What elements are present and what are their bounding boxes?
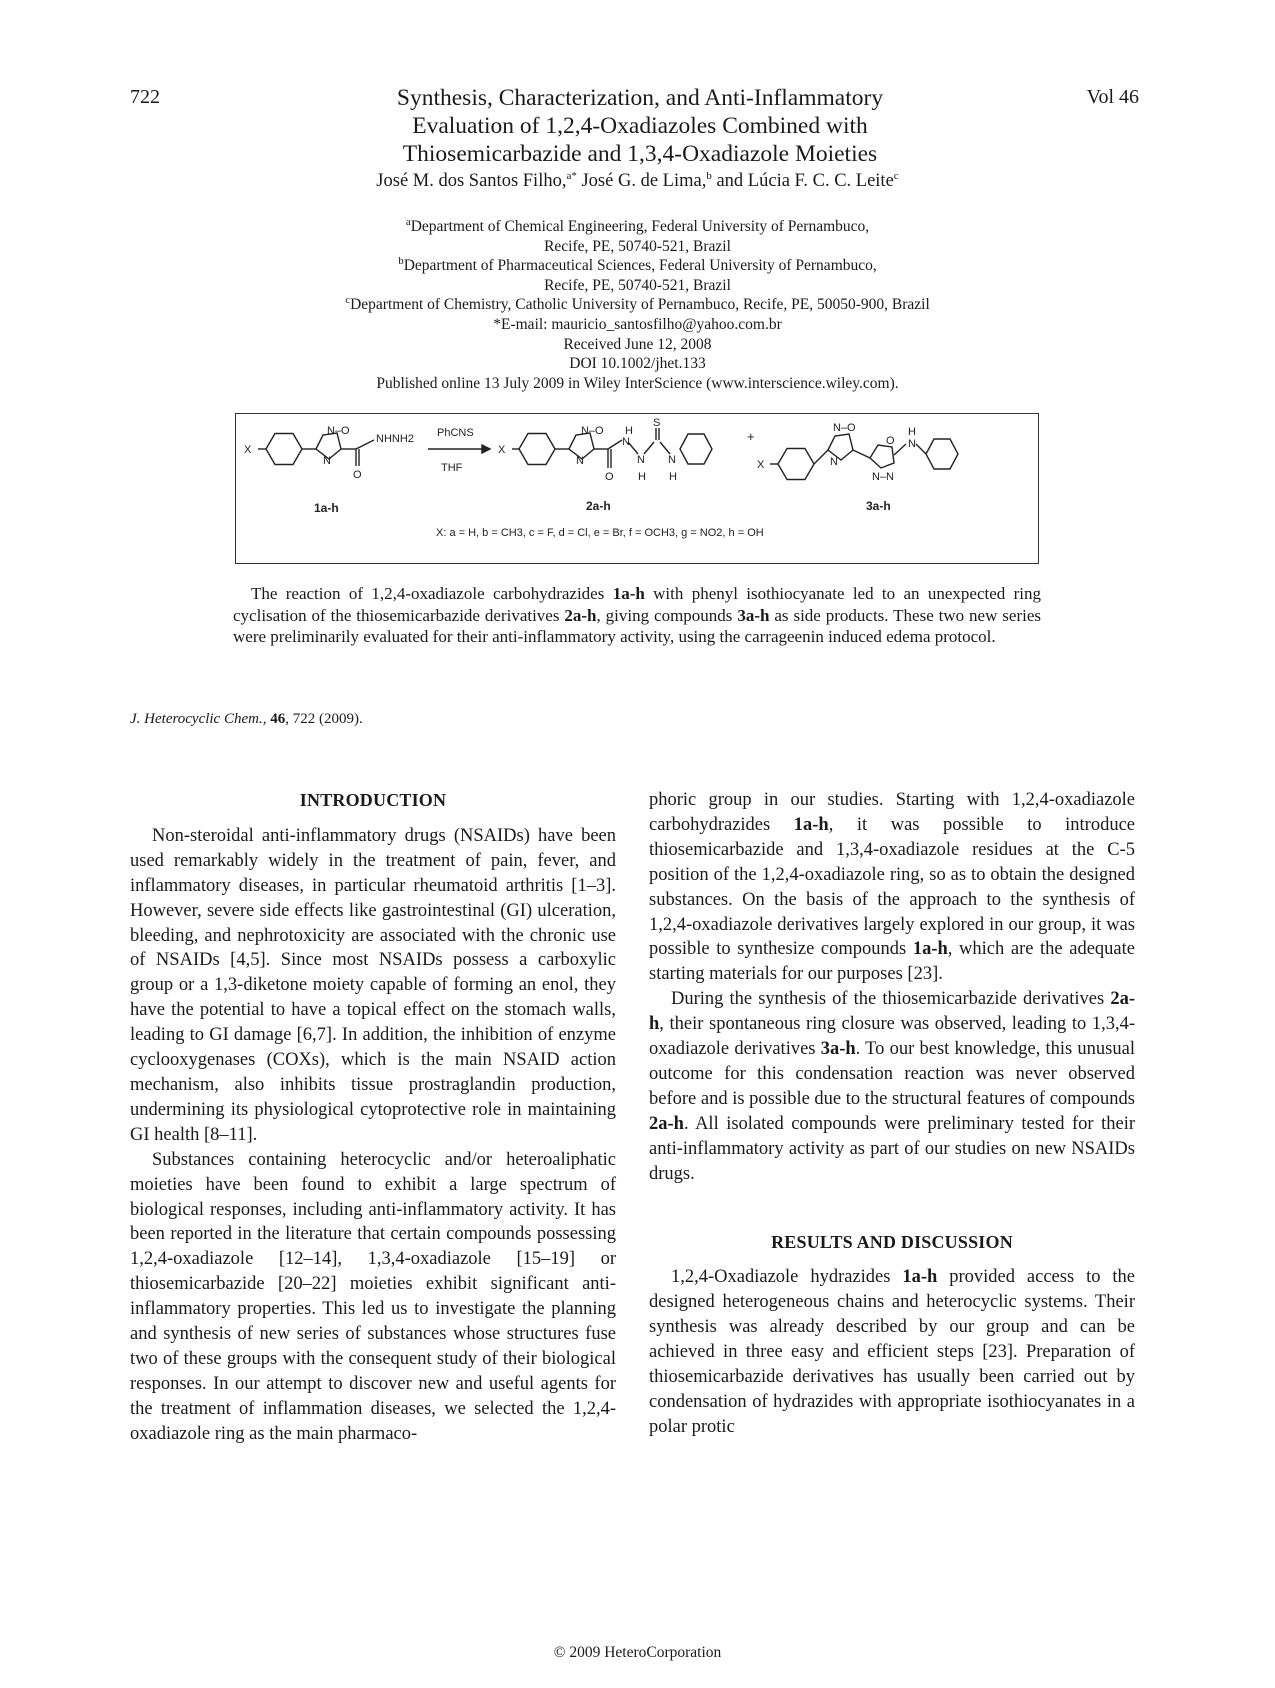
scheme-atom: S (653, 417, 661, 429)
affil-text: Received June 12, 2008 (563, 335, 712, 353)
scheme-atom: N (637, 454, 645, 466)
article-title (290, 84, 990, 168)
journal-pages: , 722 (2009). (285, 711, 363, 727)
scheme-solvent: THF (441, 462, 463, 474)
title-line: Evaluation of 1,2,4-Oxadiazoles Combined with (412, 113, 868, 139)
scheme-atom: N–N (872, 471, 895, 483)
reaction-scheme-drawing (236, 414, 1040, 565)
affil-text: Department of Chemistry, Catholic University of Pernambuco, Recife, PE, 50050-900, Brazil (350, 296, 930, 314)
paragraph: 1,2,4-Oxadiazole hydrazides 1a-h provided access to the designed heterogeneous chains and heterocyclic systems. Their synthesis was already described by our group and can be achieved in three easy and efficient steps [23]. Preparation of thiosemicarbazide derivatives has usually been carried out by condensation of hydrazides with appropriate isothiocyanates in a polar protic (649, 1267, 1136, 1437)
scheme-reagent: PhCNS (437, 427, 474, 439)
scheme-atom: N–O (327, 425, 350, 437)
volume-label: Vol 46 (1086, 86, 1139, 108)
scheme-x-label: X (757, 459, 765, 471)
scheme-atom: N–O (833, 422, 856, 434)
scheme-atom: N (323, 455, 331, 467)
affil-text: DOI 10.1002/jhet.133 (569, 355, 706, 373)
scheme-x-label: X (498, 444, 506, 456)
scheme-atom: N (908, 438, 916, 450)
paragraph: Substances containing heterocyclic and/or heteroaliphatic moieties have been found to exhibit a large spectrum of biological responses, including anti-inflammatory activity. It has been reported in the literature that certain compounds possessing 1,2,4-oxadiazole [12–14], 1,3,4-oxadiazole [15–19] or thiosemicarbazide [20–22] moieties exhibit significant anti-inflammatory properties. This led us to investigate the planning and synthesis of new series of substances whose structures fuse two of these groups with the consequent study of their biological responses. In our attempt to discover new and useful agents for the treatment of inflammation diseases, we selected the 1,2,4-oxadiazole ring as the main pharmaco- (130, 1149, 616, 1444)
scheme-atom: N (576, 455, 584, 467)
affiliation-line (200, 217, 1075, 237)
scheme-atom: H (638, 471, 646, 483)
received-line (200, 335, 1075, 355)
affil-text: Recife, PE, 50740-521, Brazil (544, 276, 731, 294)
substituents-legend: X: a = H, b = CH3, c = F, d = Cl, e = Br, f = OCH3, g = NO2, h = OH (436, 527, 764, 539)
left-column (130, 788, 616, 1447)
affil-text: *E-mail: mauricio_santosfilho@yahoo.com.br (493, 315, 782, 333)
affiliation-line (200, 256, 1075, 276)
published-line (200, 374, 1075, 394)
affiliations (200, 217, 1075, 393)
author-sup: c (893, 169, 899, 182)
page-number: 722 (130, 86, 160, 108)
right-column (649, 788, 1135, 1440)
paragraph: Non-steroidal anti-inflammatory drugs (NSAIDs) have been used remarkably widely in the treatment of pain, fever, and inflammatory diseases, in particular rheumatoid arthritis [1–3]. However, severe side effects like gastrointestinal (GI) ulceration, bleeding, and nephrotoxicity are associated with the chronic use of NSAIDs [4,5]. Since most NSAIDs possess a carboxylic group or a 1,3-diketone moiety capable of forming an enol, they have the potential to have a topical effect on the stomach walls, leading to GI damage [6,7]. In addition, the inhibition of enzyme cyclooxygenases (COXs), which is the main NSAID action mechanism, also inhibits tissue prostraglandin production, undermining its physiological cytoprotective role in maintaining GI health [8–11]. (130, 825, 616, 1145)
results-heading: RESULTS AND DISCUSSION (771, 1231, 1013, 1252)
scheme-atom: N–O (581, 425, 604, 437)
scheme-atom: N (622, 436, 630, 448)
journal-volume: 46 (270, 711, 286, 727)
affil-text: Recife, PE, 50740-521, Brazil (544, 237, 731, 255)
compound-label: 1a-h (314, 501, 339, 515)
compound-label: 2a-h (586, 499, 611, 513)
paragraph: phoric group in our studies. Starting with 1,2,4-oxadiazole carbohydrazides 1a-h, it was possible to introduce thiosemicarbazide and 1,3,4-oxadiazole residues at the C-5 position of the 1,2,4-oxadiazole ring, so as to obtain the designed substances. On the basis of the approach to the synthesis of 1,2,4-oxadiazole derivatives largely explored in our group, it was possible to synthesize compounds 1a-h, which are the adequate starting materials for our purposes [23]. (649, 790, 1135, 985)
title-line: Thiosemicarbazide and 1,3,4-Oxadiazole Moieties (402, 141, 878, 167)
affiliation-line (200, 295, 1075, 315)
author-sup: b (706, 169, 712, 182)
email-line (200, 315, 1075, 335)
scheme-atom: O (353, 469, 362, 481)
scheme-atom: H (669, 471, 677, 483)
affil-text: Published online 13 July 2009 in Wiley InterScience (www.interscience.wiley.com). (376, 374, 899, 392)
scheme-atom: O (605, 471, 614, 483)
scheme-atom: NHNH2 (376, 433, 414, 445)
copyright-footer: © 2009 HeteroCorporation (553, 1644, 722, 1661)
journal-name: J. Heterocyclic Chem., (130, 711, 267, 727)
scheme-atom: H (625, 425, 633, 437)
journal-reference (130, 711, 363, 728)
compound-label: 3a-h (866, 499, 891, 513)
doi-line (200, 354, 1075, 374)
author-name: José G. de Lima, (581, 171, 707, 191)
scheme-atom: O (886, 435, 895, 447)
abstract-text: The reaction of 1,2,4-oxadiazole carbohydrazides 1a-h with phenyl isothiocyanate led to an unexpected ring cyclisation of the thiosemicarbazide derivatives 2a-h, giving compounds 3a-h as side products. These two new series were preliminarily evaluated for their anti-inflammatory activity, using the carrageenin induced edema protocol. (233, 584, 1042, 646)
affiliation-line (200, 276, 1075, 296)
abstract (233, 583, 1041, 648)
scheme-plus: + (747, 429, 755, 444)
author-name: José M. dos Santos Filho, (376, 171, 567, 191)
affil-text: Department of Pharmaceutical Sciences, Federal University of Pernambuco, (403, 257, 877, 275)
affiliation-line (200, 237, 1075, 257)
reaction-scheme (235, 413, 1039, 564)
affil-sup: a (405, 215, 411, 228)
author-name: and Lúcia F. C. C. Leite (716, 171, 894, 191)
introduction-heading: INTRODUCTION (299, 790, 447, 810)
corresponding-mark: * (571, 169, 577, 182)
scheme-atom: N (830, 456, 838, 468)
scheme-atom: H (908, 426, 916, 438)
author-sup: a (566, 169, 572, 182)
title-line: Synthesis, Characterization, and Anti-Inflammatory (396, 85, 884, 111)
author-list (200, 171, 1075, 192)
scheme-x-label: X (244, 444, 252, 456)
affil-sup: c (345, 294, 351, 307)
affil-text: Department of Chemical Engineering, Federal University of Pernambuco, (410, 218, 870, 235)
scheme-atom: N (668, 454, 676, 466)
affil-sup: b (398, 255, 404, 268)
paragraph: During the synthesis of the thiosemicarbazide derivatives 2a-h, their spontaneous ring closure was observed, leading to 1,3,4-oxadiazole derivatives 3a-h. To our best knowledge, this unusual outcome for this condensation reaction was never observed before and is possible due to the structural features of compounds 2a-h. All isolated compounds were preliminary tested for their anti-inflammatory activity as part of our studies on new NSAIDs drugs. (649, 989, 1136, 1184)
